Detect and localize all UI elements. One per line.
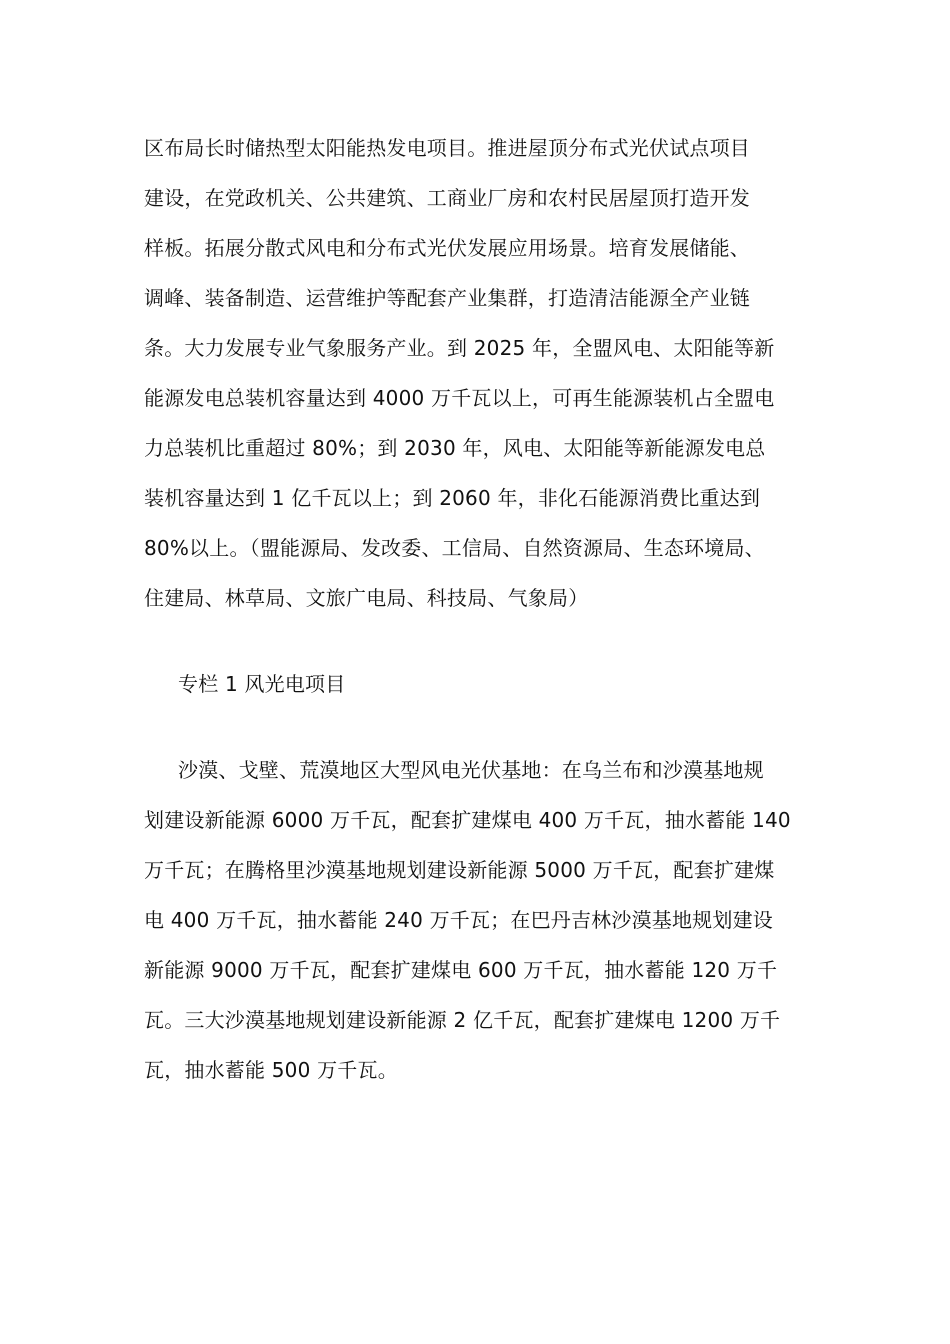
paragraph-line: 调峰、装备制造、运营维护等配套产业集群，打造清洁能源全产业链 [144,286,750,310]
paragraph-line: 电 400 万千瓦，抽水蓄能 240 万千瓦；在巴丹吉林沙漠基地规划建设 [144,908,773,932]
paragraph-line: 沙漠、戈壁、荒漠地区大型风电光伏基地：在乌兰布和沙漠基地规 [178,758,764,782]
paragraph-line: 80%以上。（盟能源局、发改委、工信局、自然资源局、生态环境局、 [144,536,765,560]
paragraph-line: 建设，在党政机关、公共建筑、工商业厂房和农村民居屋顶打造开发 [144,186,750,210]
paragraph-line: 瓦。三大沙漠基地规划建设新能源 2 亿千瓦，配套扩建煤电 1200 万千 [144,1008,781,1032]
paragraph-line: 划建设新能源 6000 万千瓦，配套扩建煤电 400 万千瓦，抽水蓄能 140 [144,808,791,832]
column-title: 专栏 1 风光电项目 [178,672,346,696]
paragraph-line: 新能源 9000 万千瓦，配套扩建煤电 600 万千瓦，抽水蓄能 120 万千 [144,958,778,982]
paragraph-line: 力总装机比重超过 80%；到 2030 年，风电、太阳能等新能源发电总 [144,436,766,460]
paragraph-line: 住建局、林草局、文旅广电局、科技局、气象局） [144,586,589,610]
paragraph-line: 瓦，抽水蓄能 500 万千瓦。 [144,1058,398,1082]
paragraph-line: 区布局长时储热型太阳能热发电项目。推进屋顶分布式光伏试点项目 [144,136,750,160]
paragraph-line: 样板。拓展分散式风电和分布式光伏发展应用场景。培育发展储能、 [144,236,750,260]
paragraph-line: 能源发电总装机容量达到 4000 万千瓦以上，可再生能源装机占全盟电 [144,386,775,410]
paragraph-line: 装机容量达到 1 亿千瓦以上；到 2060 年，非化石能源消费比重达到 [144,486,761,510]
paragraph-line: 万千瓦；在腾格里沙漠基地规划建设新能源 5000 万千瓦，配套扩建煤 [144,858,775,882]
paragraph-line: 条。大力发展专业气象服务产业。到 2025 年，全盟风电、太阳能等新 [144,336,775,360]
